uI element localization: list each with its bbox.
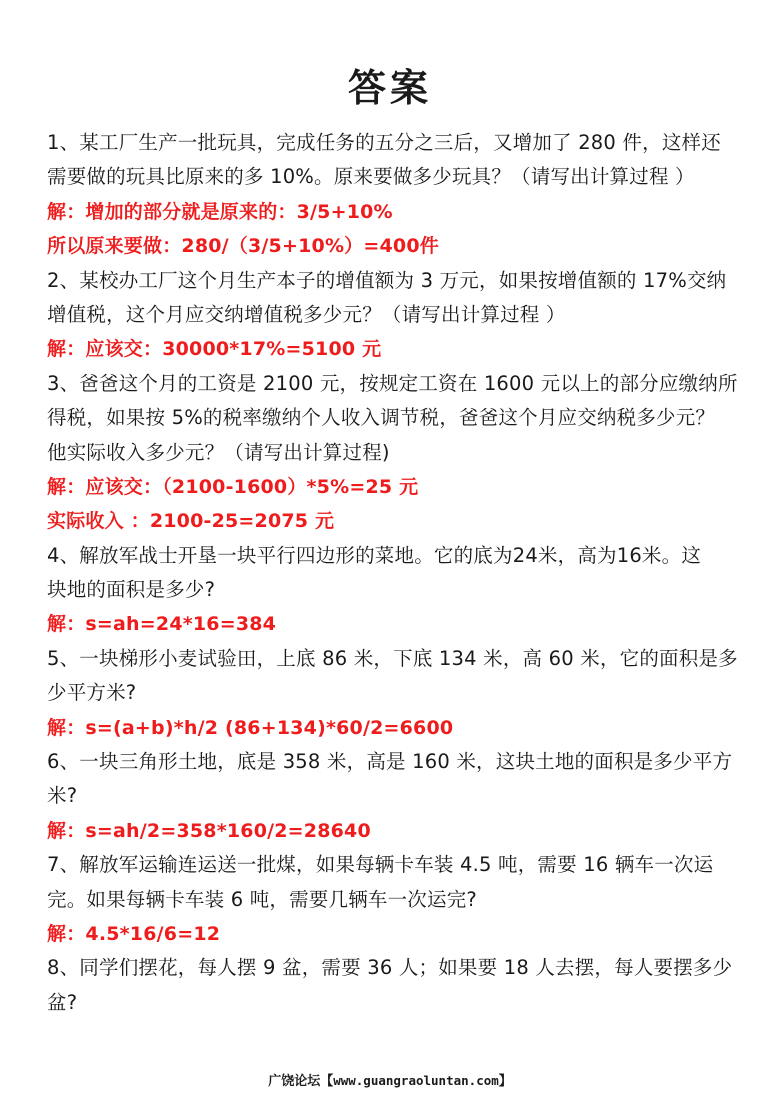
question-line: 6、一块三角形土地，底是 358 米，高是 160 米，这块土地的面积是多少平方 bbox=[47, 750, 733, 774]
page-footer bbox=[0, 1071, 780, 1092]
footer-url[interactable]: www.guangraoluntan.com bbox=[333, 1073, 499, 1088]
question-line: 7、解放军运输连运送一批煤，如果每辆卡车装 4.5 吨，需要 16 辆车一次运 bbox=[47, 853, 714, 877]
question-line: 增值税，这个月应交纳增值税多少元？（请写出计算过程 ） bbox=[47, 302, 566, 326]
question-line: 他实际收入多少元？（请写出计算过程) bbox=[47, 440, 390, 464]
page-title: 答案 bbox=[347, 66, 432, 110]
answer-content bbox=[47, 126, 747, 1020]
answer-line: 所以原来要做：280/（3/5+10%）=400件 bbox=[47, 235, 439, 258]
question-line: 完。如果每辆卡车装 6 吨，需要几辆车一次运完? bbox=[47, 887, 477, 911]
question-line: 块地的面积是多少? bbox=[47, 578, 216, 602]
question-line: 3、爸爸这个月的工资是 2100 元，按规定工资在 1600 元以上的部分应缴纳所 bbox=[47, 371, 738, 395]
footer-bracket: 】 bbox=[498, 1074, 512, 1089]
answer-line: 实际收入 ：2100-25=2075 元 bbox=[47, 510, 335, 533]
answer-line: 解：s=ah=24*16=384 bbox=[47, 613, 277, 636]
question-line: 5、一块梯形小麦试验田，上底 86 米，下底 134 米，高 60 米，它的面积是多 bbox=[47, 646, 738, 670]
question-line: 2、某校办工厂这个月生产本子的增值额为 3 万元，如果按增值额的 17%交纳 bbox=[47, 268, 727, 292]
question-line: 1、某工厂生产一批玩具，完成任务的五分之三后，又增加了 280 件，这样还 bbox=[47, 131, 721, 154]
footer-label: 广饶论坛【 bbox=[268, 1074, 334, 1089]
question-line: 需要做的玩具比原来的多 10%。原来要做多少玩具？（请写出计算过程 ） bbox=[47, 165, 695, 189]
answer-line: 解：应该交：（2100-1600）*5%=25 元 bbox=[47, 475, 419, 498]
question-line: 米? bbox=[47, 784, 78, 808]
question-line: 8、同学们摆花，每人摆 9 盆，需要 36 人；如果要 18 人去摆，每人要摆多少 bbox=[47, 956, 733, 980]
answer-line: 解：4.5*16/6=12 bbox=[47, 922, 221, 945]
question-line: 少平方米? bbox=[47, 681, 137, 705]
question-line: 得税，如果按 5%的税率缴纳个人收入调节税，爸爸这个月应交纳税多少元？ bbox=[47, 406, 716, 430]
answer-line: 解：应该交：30000*17%=5100 元 bbox=[47, 338, 382, 361]
answer-line: 解：s=(a+b)*h/2 (86+134)*60/2=6600 bbox=[47, 716, 454, 739]
question-line: 4、解放军战士开垦一块平行四边形的菜地。它的底为24米，高为16米。这 bbox=[47, 543, 702, 567]
answer-line: 解：s=ah/2=358*160/2=28640 bbox=[47, 819, 371, 842]
question-line: 盆? bbox=[47, 990, 78, 1014]
answer-line: 解：增加的部分就是原来的：3/5+10% bbox=[47, 200, 393, 223]
